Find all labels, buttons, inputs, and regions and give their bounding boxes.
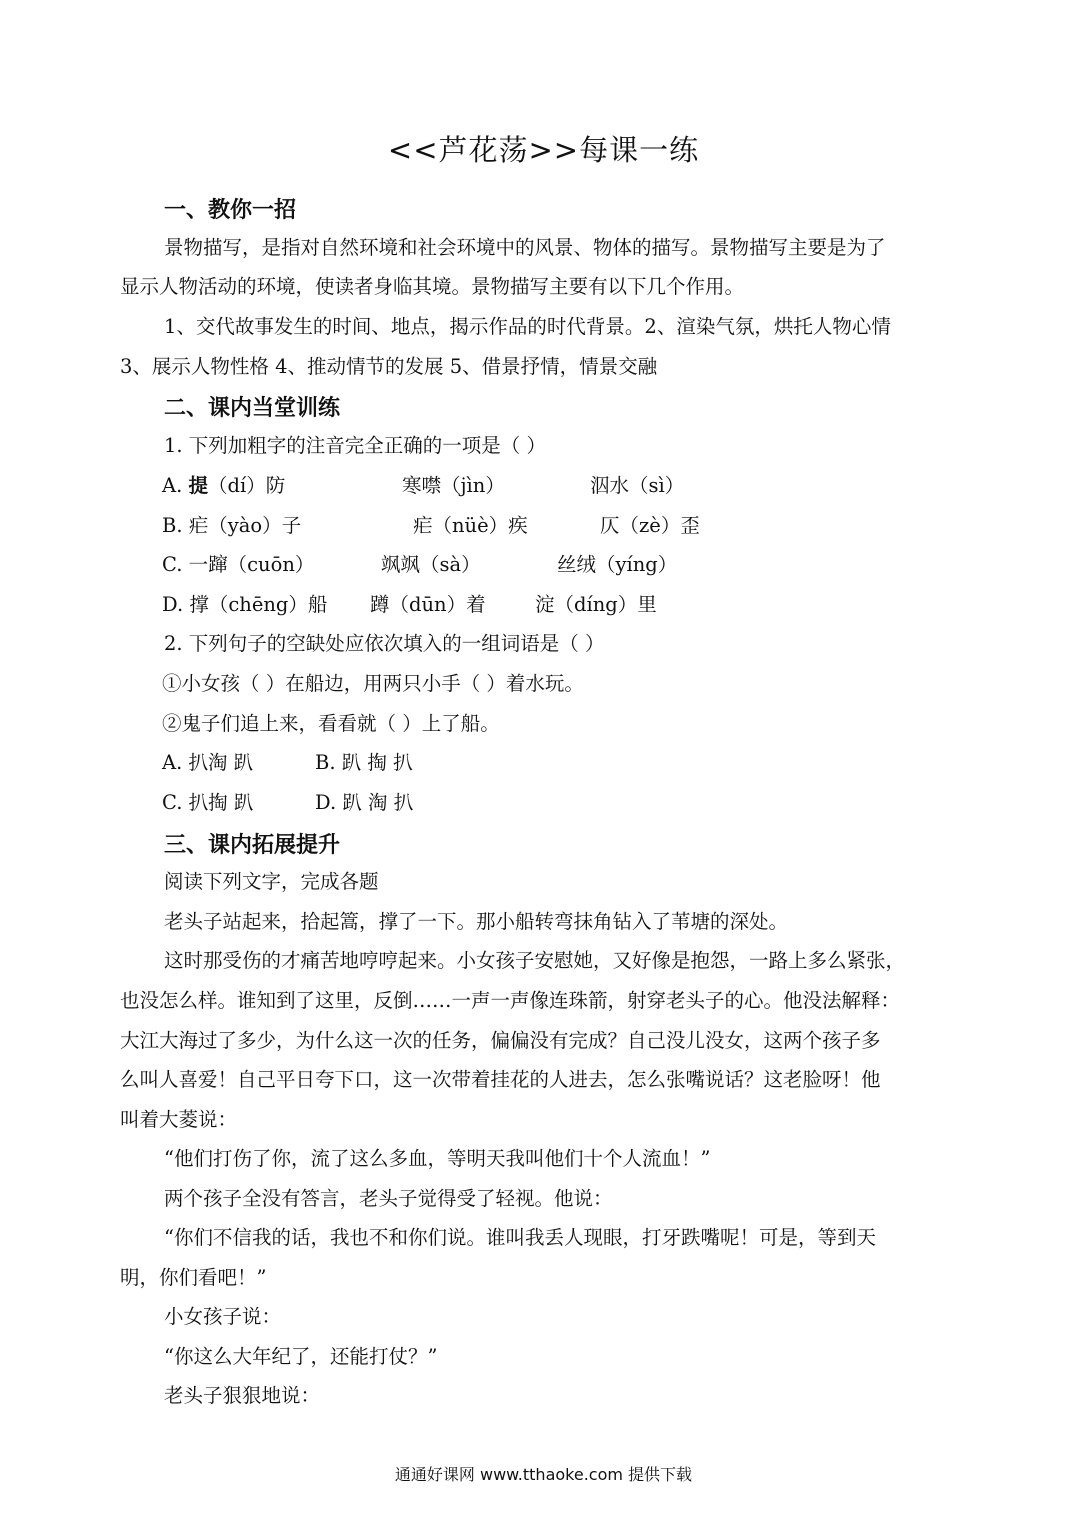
q1-stem: 1. 下列加粗字的注音完全正确的一项是（ ） xyxy=(164,434,547,457)
passage-line: “他们打伤了你，流了这么多血，等明天我叫他们十个人流血！” xyxy=(164,1147,711,1170)
q2-option-d: D. 趴 淘 扒 xyxy=(315,791,414,814)
passage-line: 么叫人喜爱！自己平日夸下口，这一次带着挂花的人进去，怎么张嘴说话？这老脸呀！他 xyxy=(120,1068,881,1091)
q2-option-a: A. 扒淘 趴 xyxy=(162,751,254,774)
passage-line: 老头子站起来，拾起篙，撑了一下。那小船转弯抹角钻入了苇塘的深处。 xyxy=(164,910,789,933)
q1-option-b: B. 疟（yào）子 xyxy=(162,514,302,537)
q1-option-a xyxy=(162,472,285,500)
q2-sentence1: ①小女孩（ ）在船边，用两只小手（ ）着水玩。 xyxy=(162,672,584,695)
section2-heading: 二、课内当堂训练 xyxy=(164,396,341,421)
q2-sentence2: ②鬼子们追上来，看看就（ ）上了船。 xyxy=(162,712,500,735)
q2-option-b: B. 趴 掏 扒 xyxy=(315,751,413,774)
passage-line: 大江大海过了多少，为什么这一次的任务，偏偏没有完成？自己没儿没女，这两个孩子多 xyxy=(120,1029,881,1052)
section3-heading: 三、课内拓展提升 xyxy=(164,833,341,858)
bold-char: 提 xyxy=(188,474,208,497)
passage-line: 老头子狠狠地说： xyxy=(164,1384,321,1407)
section1-para2-line1: 1、交代故事发生的时间、地点，揭示作品的时代背景。2、渲染气氛，烘托人物心情 xyxy=(164,315,891,338)
passage-line: 也没怎么样。谁知到了这里，反倒……一声一声像连珠箭，射穿老头子的心。他没法解释： xyxy=(120,989,901,1012)
q1-option-d-item3: 淀（díng）里 xyxy=(535,593,657,616)
q1-option-c: C. 一蹿（cuōn） xyxy=(162,553,315,576)
q1-option-a-item3: 泅水（sì） xyxy=(590,474,685,497)
option-a-item1-rest: （dí）防 xyxy=(208,474,286,497)
q1-option-b-item3: 仄（zè）歪 xyxy=(600,514,700,537)
document-title: <<芦花荡>>每课一练 xyxy=(387,133,700,167)
section1-heading: 一、教你一招 xyxy=(164,198,297,223)
page-footer: 通通好课网 www.tthaoke.com 提供下载 xyxy=(394,1465,693,1484)
section1-para2-line2: 3、展示人物性格 4、推动情节的发展 5、借景抒情，情景交融 xyxy=(120,355,658,378)
q1-option-d-item2: 蹲（dūn）着 xyxy=(370,593,486,616)
reading-instruction: 阅读下列文字，完成各题 xyxy=(164,870,379,893)
passage-line: 两个孩子全没有答言，老头子觉得受了轻视。他说： xyxy=(164,1187,613,1210)
passage-line: 叫着大菱说： xyxy=(120,1108,238,1131)
passage-line: 这时那受伤的才痛苦地哼哼起来。小女孩子安慰她，又好像是抱怨，一路上多么紧张， xyxy=(164,949,906,972)
passage-line: 明，你们看吧！” xyxy=(120,1266,267,1289)
option-a-letter: A. xyxy=(162,474,183,497)
passage-line: “你们不信我的话，我也不和你们说。谁叫我丢人现眼，打牙跌嘴呢！可是，等到天 xyxy=(164,1226,876,1249)
q2-option-c: C. 扒掏 趴 xyxy=(162,791,254,814)
passage-line: 小女孩子说： xyxy=(164,1305,282,1328)
q1-option-c-item3: 丝绒（yíng） xyxy=(557,553,678,576)
q1-option-b-item2: 疟（nüè）疾 xyxy=(413,514,528,537)
q1-option-a-item2: 寒噤（jìn） xyxy=(402,474,505,497)
section1-para1-line2: 显示人物活动的环境，使读者身临其境。景物描写主要有以下几个作用。 xyxy=(120,275,745,298)
q1-option-d: D. 撑（chēng）船 xyxy=(162,593,328,616)
section1-para1-line1: 景物描写，是指对自然环境和社会环境中的风景、物体的描写。景物描写主要是为了 xyxy=(164,236,886,259)
passage-line: “你这么大年纪了，还能打仗？” xyxy=(164,1345,438,1368)
q2-stem: 2. 下列句子的空缺处应依次填入的一组词语是（ ） xyxy=(164,632,605,655)
q1-option-c-item2: 飒飒（sà） xyxy=(381,553,481,576)
